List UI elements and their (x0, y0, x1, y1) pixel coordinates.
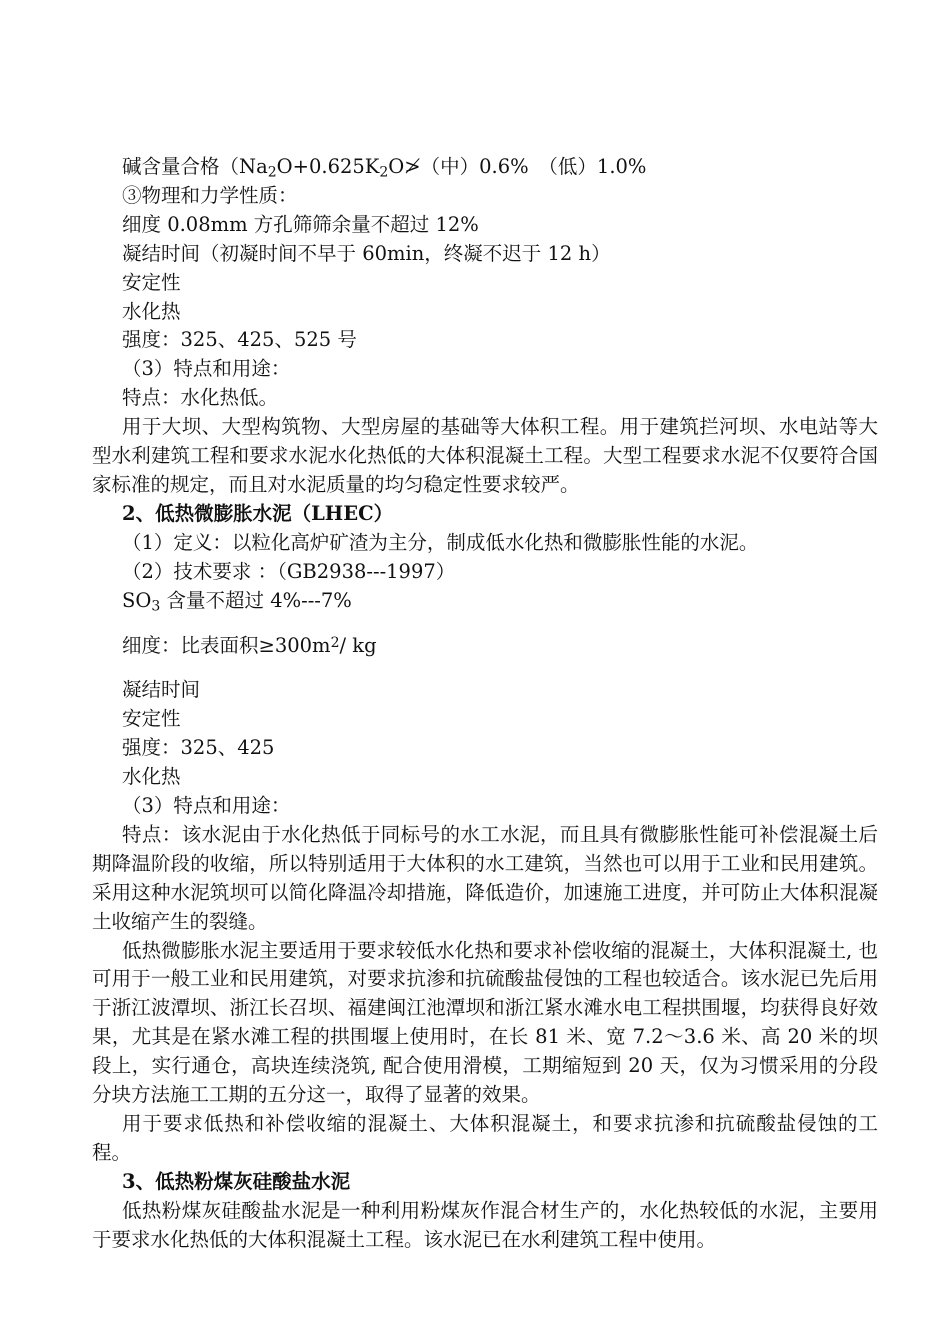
strength-line: 强度：325、425、525 号 (122, 328, 357, 352)
lhec-application-paragraph: 低热微膨胀水泥主要适用于要求较低水化热和要求补偿收缩的混凝土，大体积混凝土, 也可用于一般工业和民用建筑，对要求抗渗和抗硫酸盐侵蚀的工程也较适合。该水泥已先后用于浙江波潭坝、浙江长召坝、福建闽江池潭坝和浙江紧水滩水电工程拱围堰，均获得良好效果，尤其是在紧水滩工程的拱围堰上使用时，在长 81 米、宽 7.2～3.6 米、高 20 米的坝段上，实行通仓，高块连续浇筑, 配合使用滑模，工期缩短到 20 天，仅为习惯采用的分段分块方法施工工期的五分这一，取得了显著的效果。 (92, 938, 878, 1107)
features-usage-heading: （3）特点和用途： (122, 357, 291, 381)
alkali-content-line (92, 153, 878, 182)
fly-ash-paragraph: 低热粉煤灰硅酸盐水泥是一种利用粉煤灰作混合材生产的，水化热较低的水泥，主要用于要求水化热低的大体积混凝土工程。该水泥已在水利建筑工程中使用。 (92, 1198, 878, 1251)
section-heading-lhec (92, 500, 878, 529)
stability-line: 安定性 (122, 270, 181, 294)
section-heading-suffix: ） (373, 501, 394, 525)
features-usage-heading-2: （3）特点和用途： (122, 794, 291, 818)
usage-paragraph: 用于大坝、大型构筑物、大型房屋的基础等大体积工程。用于建筑拦河坝、水电站等大型水利建筑工程和要求水泥水化热低的大体积混凝土工程。大型工程要求水泥不仅要符合国家标准的规定，而且对水泥质量的均匀稳定性要求较严。 (92, 415, 878, 496)
subscript: 3 (151, 598, 161, 615)
usage-paragraph-2: 用于要求低热和补偿收缩的混凝土、大体积混凝土，和要求抗渗和抗硫酸盐侵蚀的工程。 (92, 1112, 878, 1164)
section-heading-abbr: LHEC (311, 501, 374, 525)
fineness-line: 细度 0.08mm 方孔筛筛余量不超过 12% (122, 212, 479, 236)
hydration-heat-line: 水化热 (122, 299, 181, 323)
so3-content-line (92, 587, 878, 616)
alkali-suffix: O≯（中）0.6% （低）1.0% (388, 155, 647, 178)
technical-requirements-line: （2）技术要求 ：（GB2938---1997） (122, 559, 456, 583)
subscript: 2 (267, 164, 277, 181)
strength-line-2: 强度：325、425 (122, 736, 275, 760)
definition-line: （1）定义：以粒化高炉矿渣为主分，制成低水化热和微膨胀性能的水泥。 (122, 530, 759, 554)
specific-surface-line (92, 632, 878, 661)
section-heading-fly-ash: 3、低热粉煤灰硅酸盐水泥 (122, 1169, 351, 1193)
so3-suffix: 含量不超过 4%---7% (160, 588, 352, 612)
fineness-suffix: / kg (339, 633, 377, 657)
setting-time-line: 凝结时间（初凝时间不早于 60min，终凝不迟于 12 h） (122, 241, 611, 265)
subscript: 2 (379, 164, 389, 181)
physical-properties-heading: ③物理和力学性质： (122, 183, 298, 207)
hydration-heat-line-2: 水化热 (122, 765, 181, 789)
section-heading-prefix: 2、低热微膨胀水泥（ (122, 501, 312, 525)
so3-prefix: SO (122, 588, 152, 612)
features-line: 特点：水化热低。 (122, 386, 279, 410)
alkali-prefix: 碱含量合格（Na (122, 155, 268, 178)
setting-time-line-2: 凝结时间 (122, 678, 201, 702)
fineness-prefix: 细度：比表面积≥300m (122, 633, 331, 657)
stability-line-2: 安定性 (122, 707, 181, 731)
document-page (92, 153, 878, 1255)
alkali-mid: O+0.625K (276, 155, 380, 178)
superscript: 2 (330, 634, 340, 651)
features-paragraph-2: 特点：该水泥由于水化热低于同标号的水工水泥，而且具有微膨胀性能可补偿混凝土后期降温阶段的收缩，所以特别适用于大体积的水工建筑，当然也可以用于工业和民用建筑。采用这种水泥筑坝可以简化降温冷却措施，降低造价，加速施工进度，并可防止大体积混凝土收缩产生的裂缝。 (92, 822, 878, 933)
